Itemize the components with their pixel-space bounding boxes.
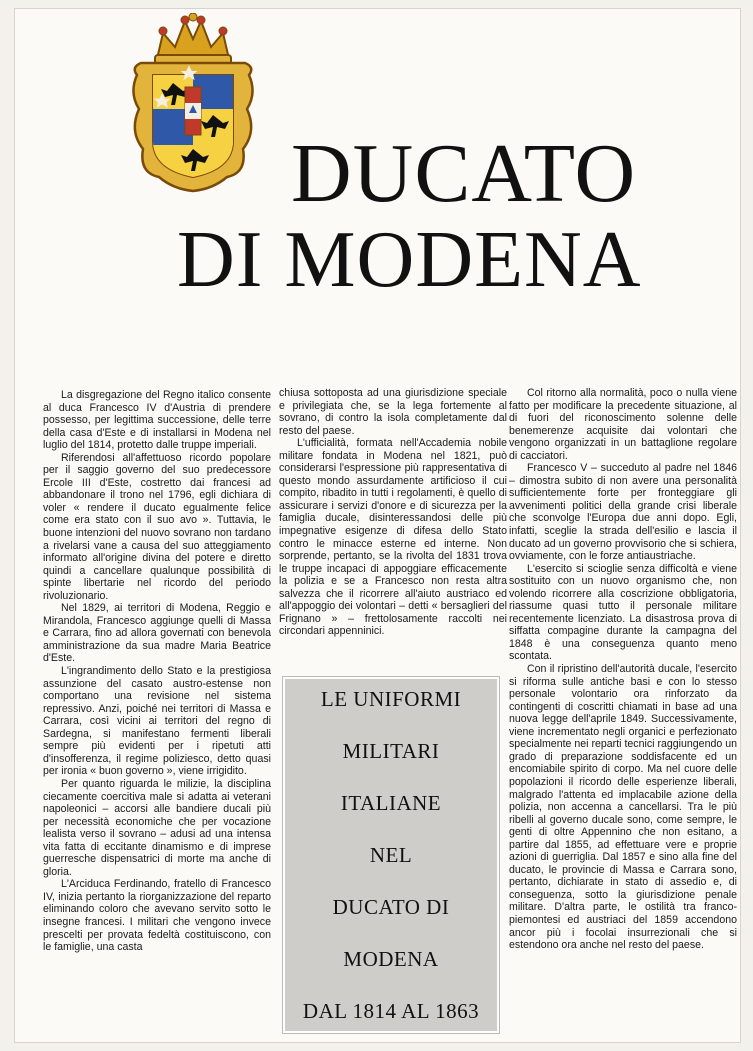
paragraph: Per quanto riguarda le milizie, la disciplina ciecamente coercitiva male si adatta ai veterani napoleonici – accorsi alle bandiere ducali più per necessità economiche che per vocazione lealista verso il sovrano – adusi ad una intensa vita fatta di eccitante dinamismo e di imprese guerresche dispensatrici di morte ma anche di gloria. xyxy=(43,777,271,878)
page-title-line-1: DUCATO xyxy=(291,127,637,220)
paragraph: Francesco V – succeduto al padre nel 1846 – dimostra subito di non avere una personalità sufficientemente forte per fronteggiare gli avvenimenti politici della grande crisi liberale che sconvolge l'Europa due anni dopo. Egli, infatti, sceglie la strada dell'esilio e lascia il ducato ad un governo provvisorio che si schiera, ovviamente, con le forze antiaustriache. xyxy=(509,462,737,563)
box-line: DAL 1814 AL 1863 xyxy=(302,999,480,1023)
paragraph: Col ritorno alla normalità, poco o nulla viene fatto per modificare la precedente situazione, al di fuori del riconoscimento solenne delle benemerenze acquisite dai volontari che vengono organizzati in un battaglione regolare di cacciatori. xyxy=(509,387,737,462)
paragraph: Nel 1829, ai territori di Modena, Reggio e Mirandola, Francesco aggiunge quelli di Massa e Carrara, fino ad allora governati con benevola amministrazione da sua madre Maria Beatrice d'Este. xyxy=(43,602,271,665)
text-column-1 xyxy=(43,389,271,954)
box-line: LE UNIFORMI xyxy=(320,687,462,711)
box-line: MILITARI xyxy=(342,739,440,763)
paragraph: L'ingrandimento dello Stato e la prestigiosa assunzione del casato austro-estense non comportano una revisione nel sistema repressivo. Anzi, poiché nei territori di Massa e Carrara, così vicini ai territori del regno di Sardegna, si manifestano fermenti liberali sempre più evidenti per i ripetuti atti d'insofferenza, il regime poliziesco, detto quasi per ironia « buon governo », viene irrigidito. xyxy=(43,665,271,778)
page-title-line-2: DI MODENA xyxy=(177,216,642,304)
paragraph: La disgregazione del Regno italico consente al duca Francesco IV d'Austria di prendere possesso, per legittima successione, delle terre della casa d'Este e di installarsi in Modena nel luglio del 1814, protetto dalle truppe imperiali. xyxy=(43,389,271,452)
paragraph: Riferendosi all'affettuoso ricordo popolare per il saggio governo del suo predecessore Ercole III d'Este, costretto dai francesi ad abbandonare il trono nel 1796, egli dichiara di voler « rendere il ducato egualmente felice come era stato con il suo avo ». Tuttavia, le buone intenzioni del nuovo sovrano non tardano a rivelarsi vane a causa del suo atteggiamento informato all'origine divina del potere e diretto quindi a cancellare qualunque possibilità di spinte libertarie nel ricordo del periodo rivoluzionario. xyxy=(43,451,271,602)
magazine-page xyxy=(14,8,741,1043)
box-line: DUCATO DI xyxy=(332,895,450,919)
text-column-3 xyxy=(509,387,737,952)
paragraph: L'ufficialità, formata nell'Accademia nobile militare fondata in Modena nel 1821, può considerarsi l'espressione più rappresentativa di questo mondo assurdamente artificioso il cui compito, ribadito in tutti i regolamenti, è quello di assicurare i servizi d'onore e di sicurezza per la famiglia ducale, disinteressandosi delle più impegnative esigenze di difesa dello Stato contro le minacce esterne ed interne. Non sorprende, pertanto, se la rivolta del 1831 trova le truppe incapaci di appoggiare efficacemente la polizia e se a Francesco non resta altra salvezza che il ricorrere all'aiuto austriaco ed all'appoggio dei volontari – detti « bersaglieri del Frignano » – frettolosamente raccolti nei circondari appenninici. xyxy=(279,437,507,638)
paragraph: chiusa sottoposta ad una giurisdizione speciale e privilegiata che, se la lega fortemente al sovrano, di contro la isola completamente dal resto del paese. xyxy=(279,387,507,437)
box-line: ITALIANE xyxy=(340,791,442,815)
series-title-box xyxy=(283,677,499,1033)
paragraph: L'Arciduca Ferdinando, fratello di Francesco IV, inizia pertanto la riorganizzazione del reparto eliminando coloro che avevano servito sotto le insegne francesi. I militari che vengono invece prescelti per provata fedeltà costituiscono, con le famiglie, una casta xyxy=(43,878,271,954)
paragraph: L'esercito si scioglie senza difficoltà e viene sostituito con un nuovo organismo che, non volendo ricorrere alla coscrizione obbligatoria, riassume quasi tutto il personale militare recentemente licenziato. La disastrosa prova di siffatta compagine durante la campagna del 1848 è una conseguenza quanto meno scontata. xyxy=(509,562,737,663)
coat-of-arms-icon xyxy=(127,13,259,193)
text-column-2 xyxy=(279,387,507,638)
box-line: MODENA xyxy=(343,947,439,971)
paragraph: Con il ripristino dell'autorità ducale, l'esercito si riforma sulle antiche basi e con lo stesso personale volontario ora rinforzato da contingenti di coscritti chiamati in base ad una nuova legge dell'aprile 1849. Successivamente, viene incrementato negli organici e perfezionato specialmente nei reparti tecnici raggiungendo un grado di preparazione soddisfacente ed un encomiabile spirito di corpo. Ma nel cuore delle popolazioni il ricordo delle esperienze liberali, malgrado l'attenta ed implacabile azione della polizia, non accenna a cancellarsi. Tra le più ribelli al governo ducale sono, come sempre, le genti di oltre Appennino che non esitano, a partire dal 1855, ad effettuare vere e proprie azioni di guerriglia. Dal 1857 e sino alla fine del ducato, le provincie di Massa e Carrara sono, pertanto, dichiarate in stato di assedio e, di conseguenza, sotto la giurisdizione penale militare. D'altra parte, le ostilità tra franco-piemontesi ed austriaci del 1859 accendono ancor più i focolai insurrezionali che si estendono ora anche nel resto del paese. xyxy=(509,663,737,952)
box-line: NEL xyxy=(369,843,413,867)
